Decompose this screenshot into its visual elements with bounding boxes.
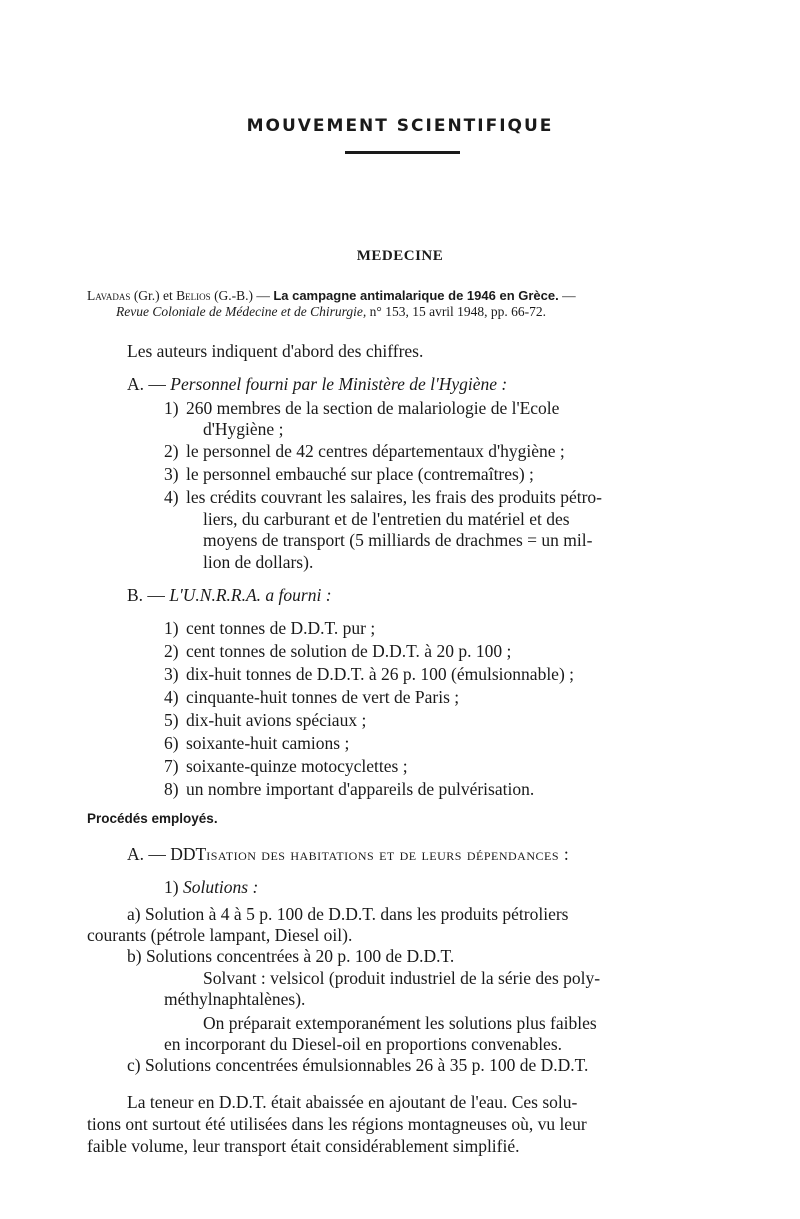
closing-paragraph-line: tions ont surtout été utilisées dans les régions montagneuses où, vu leur bbox=[87, 1114, 587, 1134]
paragraph-line: Solvant : velsicol (produit industriel de la série des poly- bbox=[203, 968, 601, 988]
journal-name: Revue Coloniale de Médecine et de Chirurgie, bbox=[116, 304, 367, 319]
subsection-heading bbox=[164, 876, 258, 899]
reference-line-1 bbox=[87, 288, 737, 304]
list-item-number: 8) bbox=[164, 779, 179, 799]
intro-paragraph: Les auteurs indiquent d'abord des chiffres. bbox=[127, 341, 424, 361]
list-item-text: soixante-huit camions ; bbox=[186, 733, 350, 753]
procedes-a-label: A. — DDT bbox=[127, 844, 207, 864]
paragraph-line: On préparait extemporanément les solutions plus faibles bbox=[203, 1013, 597, 1033]
list-item-number: 1) bbox=[164, 618, 179, 638]
article-title: La campagne antimalarique de 1946 en Grèce. bbox=[273, 288, 559, 303]
list-item-text: dix-huit avions spéciaux ; bbox=[186, 710, 367, 730]
subsection-title: Solutions : bbox=[182, 877, 259, 897]
author-1-initials: (Gr.) et bbox=[133, 288, 173, 303]
list-item-number: 2) bbox=[164, 441, 179, 461]
closing-paragraph-line: faible volume, leur transport était considérablement simplifié. bbox=[87, 1136, 520, 1156]
list-item-text: les crédits couvrant les salaires, les frais des produits pétro- bbox=[186, 487, 602, 507]
part-a-label: A. — bbox=[127, 374, 166, 394]
author-2-initials: (G.-B.) — bbox=[214, 288, 270, 303]
list-item-number: 2) bbox=[164, 641, 179, 661]
paragraph-line: méthylnaphtalènes). bbox=[164, 989, 306, 1009]
paragraph-line: b) Solutions concentrées à 20 p. 100 de D.D.T. bbox=[127, 946, 455, 966]
list-item-text: le personnel embauché sur place (contremaîtres) ; bbox=[186, 464, 534, 484]
part-a-heading bbox=[127, 373, 507, 396]
part-b-heading bbox=[127, 584, 332, 607]
list-item-text: le personnel de 42 centres départementaux d'hygiène ; bbox=[186, 441, 565, 461]
paragraph-line: c) Solutions concentrées émulsionnables 26 à 35 p. 100 de D.D.T. bbox=[127, 1055, 589, 1075]
list-item-number: 5) bbox=[164, 710, 179, 730]
list-item-number: 6) bbox=[164, 733, 179, 753]
list-item-text: d'Hygiène ; bbox=[203, 419, 284, 439]
reference-dash: — bbox=[562, 288, 576, 303]
closing-paragraph-line: La teneur en D.D.T. était abaissée en ajoutant de l'eau. Ces solu- bbox=[127, 1092, 578, 1112]
list-item-text: 260 membres de la section de malariologie de l'Ecole bbox=[186, 398, 560, 418]
list-item-text: cinquante-huit tonnes de vert de Paris ; bbox=[186, 687, 460, 707]
header-rule bbox=[345, 151, 460, 154]
list-item-text: cent tonnes de solution de D.D.T. à 20 p. 100 ; bbox=[186, 641, 512, 661]
citation: n° 153, 15 avril 1948, pp. 66-72. bbox=[369, 304, 547, 319]
list-item-text: cent tonnes de D.D.T. pur ; bbox=[186, 618, 376, 638]
paragraph-line: en incorporant du Diesel-oil en proportions convenables. bbox=[164, 1034, 563, 1054]
list-item-number: 1) bbox=[164, 398, 179, 418]
list-item-number: 4) bbox=[164, 687, 179, 707]
paragraph-line: courants (pétrole lampant, Diesel oil). bbox=[87, 925, 353, 945]
list-item-text: moyens de transport (5 milliards de drachmes = un mil- bbox=[203, 530, 593, 550]
author-1: Lavadas bbox=[87, 288, 131, 303]
list-item-number: 4) bbox=[164, 487, 179, 507]
paragraph-line: a) Solution à 4 à 5 p. 100 de D.D.T. dans les produits pétroliers bbox=[127, 904, 569, 924]
part-a-title: Personnel fourni par le Ministère de l'Hygiène : bbox=[170, 374, 508, 394]
procedes-a-heading bbox=[127, 843, 569, 866]
list-item-text: lion de dollars). bbox=[203, 552, 314, 572]
list-item-text: dix-huit tonnes de D.D.T. à 26 p. 100 (émulsionnable) ; bbox=[186, 664, 575, 684]
list-item-text: soixante-quinze motocyclettes ; bbox=[186, 756, 408, 776]
list-item-text: un nombre important d'appareils de pulvérisation. bbox=[186, 779, 535, 799]
list-item-number: 3) bbox=[164, 464, 179, 484]
author-2: Belios bbox=[176, 288, 211, 303]
procedes-a-title: isation des habitations et de leurs dépendances : bbox=[206, 844, 570, 864]
list-item-number: 7) bbox=[164, 756, 179, 776]
subsection-number: 1) bbox=[164, 877, 179, 897]
part-b-title: L'U.N.R.R.A. a fourni : bbox=[169, 585, 332, 605]
list-item-number: 3) bbox=[164, 664, 179, 684]
procedes-title: Procédés employés. bbox=[87, 811, 218, 826]
reference-line-2 bbox=[116, 304, 736, 320]
section-title: MEDECINE bbox=[356, 248, 444, 264]
part-b-label: B. — bbox=[127, 585, 165, 605]
list-item-text: liers, du carburant et de l'entretien du matériel et des bbox=[203, 509, 570, 529]
journal-header: MOUVEMENT SCIENTIFIQUE bbox=[246, 116, 554, 136]
